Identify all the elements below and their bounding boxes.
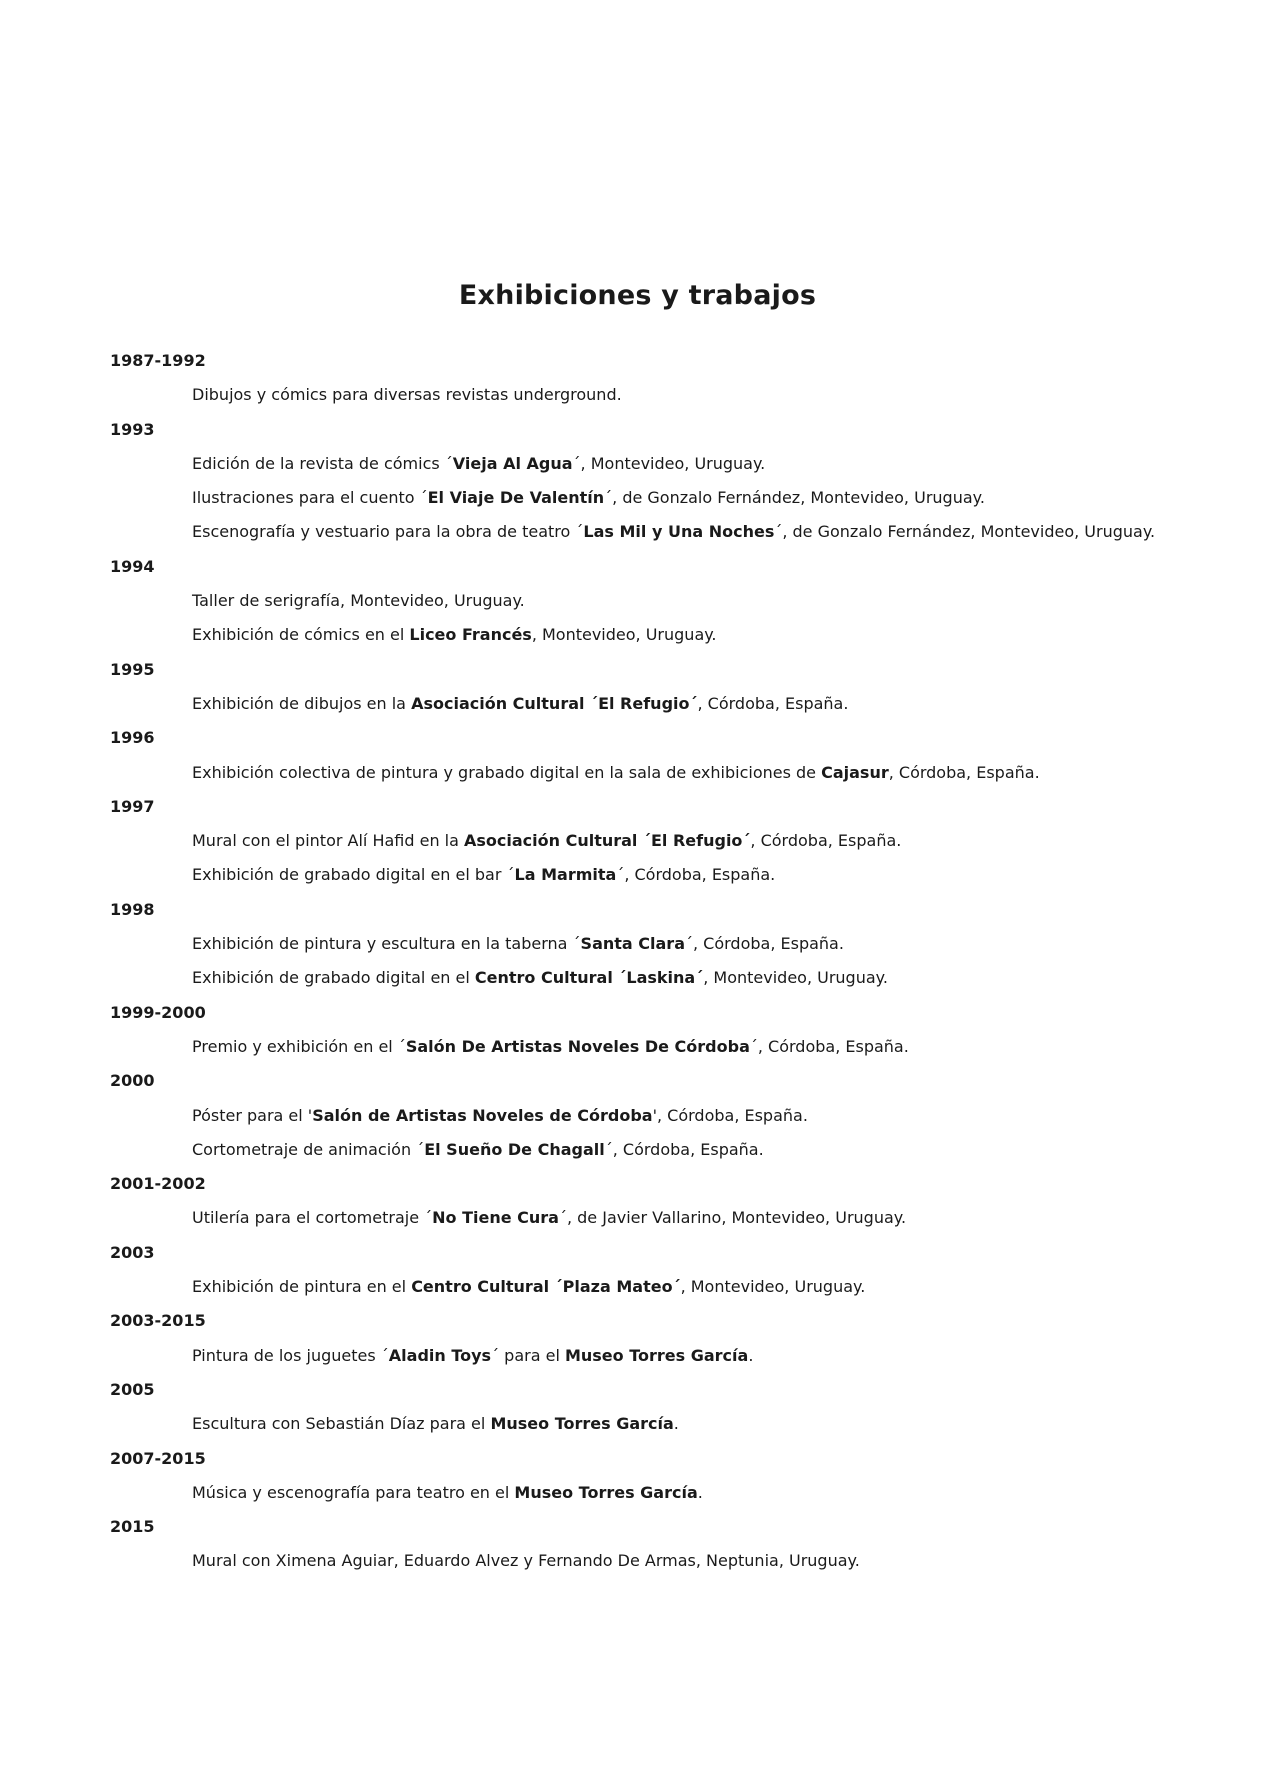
item-text: Premio y exhibición en el ´	[192, 1036, 406, 1056]
list-item	[110, 1030, 1240, 1064]
year-heading: 1996	[110, 728, 155, 748]
item-text: Exhibición de pintura y escultura en la taberna ´	[192, 934, 581, 954]
list-item	[110, 481, 1240, 515]
item-text: ´, de Gonzalo Fernández, Montevideo, Uruguay.	[604, 488, 985, 508]
year-heading: 2003	[110, 1242, 155, 1262]
item-text: .	[673, 1414, 679, 1434]
item-text: .	[697, 1482, 703, 1502]
exhibition-list	[110, 344, 1240, 1579]
item-text: ´, de Gonzalo Fernández, Montevideo, Uruguay.	[774, 522, 1156, 542]
item-text: ´, Montevideo, Uruguay.	[572, 453, 766, 473]
item-text: Exhibición colectiva de pintura y grabado digital en la sala de exhibiciones de	[192, 762, 822, 782]
item-text: Mural con Ximena Aguiar, Eduardo Alvez y Fernando De Armas, Neptunia, Uruguay.	[192, 1551, 860, 1571]
list-item	[110, 756, 1240, 790]
item-text-bold: El Viaje De Valentín	[427, 488, 605, 508]
list-item	[110, 378, 1240, 412]
item-text-bold: Salón de Artistas Noveles de Córdoba	[312, 1105, 653, 1125]
item-text: Póster para el '	[192, 1105, 313, 1125]
list-item	[110, 824, 1240, 858]
item-text: Taller de serigrafía, Montevideo, Uruguay.	[192, 591, 525, 611]
item-text-bold: Museo Torres García	[490, 1414, 674, 1434]
list-item	[110, 515, 1240, 549]
item-text: Ilustraciones para el cuento ´	[192, 488, 428, 508]
item-text: Escultura con Sebastián Díaz para el	[192, 1414, 491, 1434]
item-text: , Montevideo, Uruguay.	[680, 1277, 866, 1297]
item-text: , Montevideo, Uruguay.	[703, 968, 888, 988]
item-text: , Montevideo, Uruguay.	[531, 625, 717, 645]
item-text: ´, Córdoba, España.	[604, 1139, 764, 1159]
list-item	[110, 447, 1240, 481]
item-text-bold: Centro Cultural ´Laskina´	[474, 968, 704, 988]
list-item	[110, 1544, 1240, 1578]
item-text: ´, Córdoba, España.	[616, 865, 776, 885]
item-text: Escenografía y vestuario para la obra de teatro ´	[192, 522, 584, 542]
item-text: ´, de Javier Vallarino, Montevideo, Uruguay.	[558, 1208, 907, 1228]
year-heading: 2003-2015	[110, 1311, 206, 1331]
item-text: Exhibición de pintura en el	[192, 1277, 412, 1297]
list-item	[110, 1270, 1240, 1304]
item-text-bold: Museo Torres García	[564, 1345, 749, 1365]
page-title: Exhibiciones y trabajos	[458, 280, 817, 311]
year-heading: 2005	[110, 1379, 155, 1399]
list-item	[110, 584, 1240, 618]
list-item	[110, 1201, 1240, 1235]
item-text-bold: Museo Torres García	[514, 1482, 698, 1502]
list-item	[110, 1339, 1240, 1373]
year-heading: 1997	[110, 796, 155, 816]
year-heading: 1995	[110, 659, 155, 679]
item-text-bold: Vieja Al Agua	[452, 453, 573, 473]
list-item	[110, 927, 1240, 961]
year-heading: 1999-2000	[110, 1002, 206, 1022]
year-heading: 2001-2002	[110, 1174, 206, 1194]
year-heading: 2007-2015	[110, 1448, 206, 1468]
item-text-bold: El Sueño De Chagall	[424, 1139, 605, 1159]
list-item	[110, 858, 1240, 892]
item-text: Edición de la revista de cómics ´	[192, 453, 453, 473]
item-text-bold: No Tiene Cura	[432, 1208, 559, 1228]
list-item	[110, 1407, 1240, 1441]
item-text: , Córdoba, España.	[750, 831, 902, 851]
item-text-bold: Centro Cultural ´Plaza Mateo´	[411, 1277, 681, 1297]
item-text: , Córdoba, España.	[888, 762, 1040, 782]
item-text-bold: Asociación Cultural ´El Refugio´	[464, 831, 751, 851]
year-heading: 1994	[110, 556, 155, 576]
list-item	[110, 1133, 1240, 1167]
item-text: Exhibición de cómics en el	[192, 625, 410, 645]
list-item	[110, 1476, 1240, 1510]
item-text: Exhibición de grabado digital en el bar ´	[192, 865, 515, 885]
item-text-bold: Aladin Toys	[388, 1345, 492, 1365]
year-heading: 2015	[110, 1517, 155, 1537]
item-text-bold: Salón De Artistas Noveles De Córdoba	[405, 1036, 750, 1056]
item-text-bold: Santa Clara	[580, 934, 685, 954]
item-text: Mural con el pintor Alí Hafid en la	[192, 831, 464, 851]
item-text: Pintura de los juguetes ´	[192, 1345, 389, 1365]
list-item	[110, 1099, 1240, 1133]
item-text-bold: Liceo Francés	[409, 625, 532, 645]
item-text: Exhibición de grabado digital en el	[192, 968, 475, 988]
list-item	[110, 961, 1240, 995]
item-text-bold: La Marmita	[514, 865, 617, 885]
item-text: ´, Córdoba, España.	[684, 934, 844, 954]
item-text-bold: Cajasur	[821, 762, 889, 782]
item-text: Música y escenografía para teatro en el	[192, 1482, 515, 1502]
item-text: , Córdoba, España.	[697, 693, 849, 713]
list-item	[110, 618, 1240, 652]
item-text: Utilería para el cortometraje ´	[192, 1208, 433, 1228]
year-heading: 1993	[110, 419, 155, 439]
item-text: ´ para el	[491, 1345, 565, 1365]
item-text: Exhibición de dibujos en la	[192, 693, 412, 713]
year-heading: 2000	[110, 1071, 155, 1091]
item-text: ´, Córdoba, España.	[749, 1036, 909, 1056]
item-text: .	[748, 1345, 754, 1365]
item-text-bold: Asociación Cultural ´El Refugio´	[411, 693, 698, 713]
item-text: ', Córdoba, España.	[652, 1105, 808, 1125]
year-heading: 1987-1992	[110, 351, 206, 370]
item-text-bold: Las Mil y Una Noches	[583, 522, 775, 542]
year-heading: 1998	[110, 899, 155, 919]
item-text: Dibujos y cómics para diversas revistas underground.	[192, 385, 622, 405]
list-item	[110, 687, 1240, 721]
item-text: Cortometraje de animación ´	[192, 1139, 425, 1159]
